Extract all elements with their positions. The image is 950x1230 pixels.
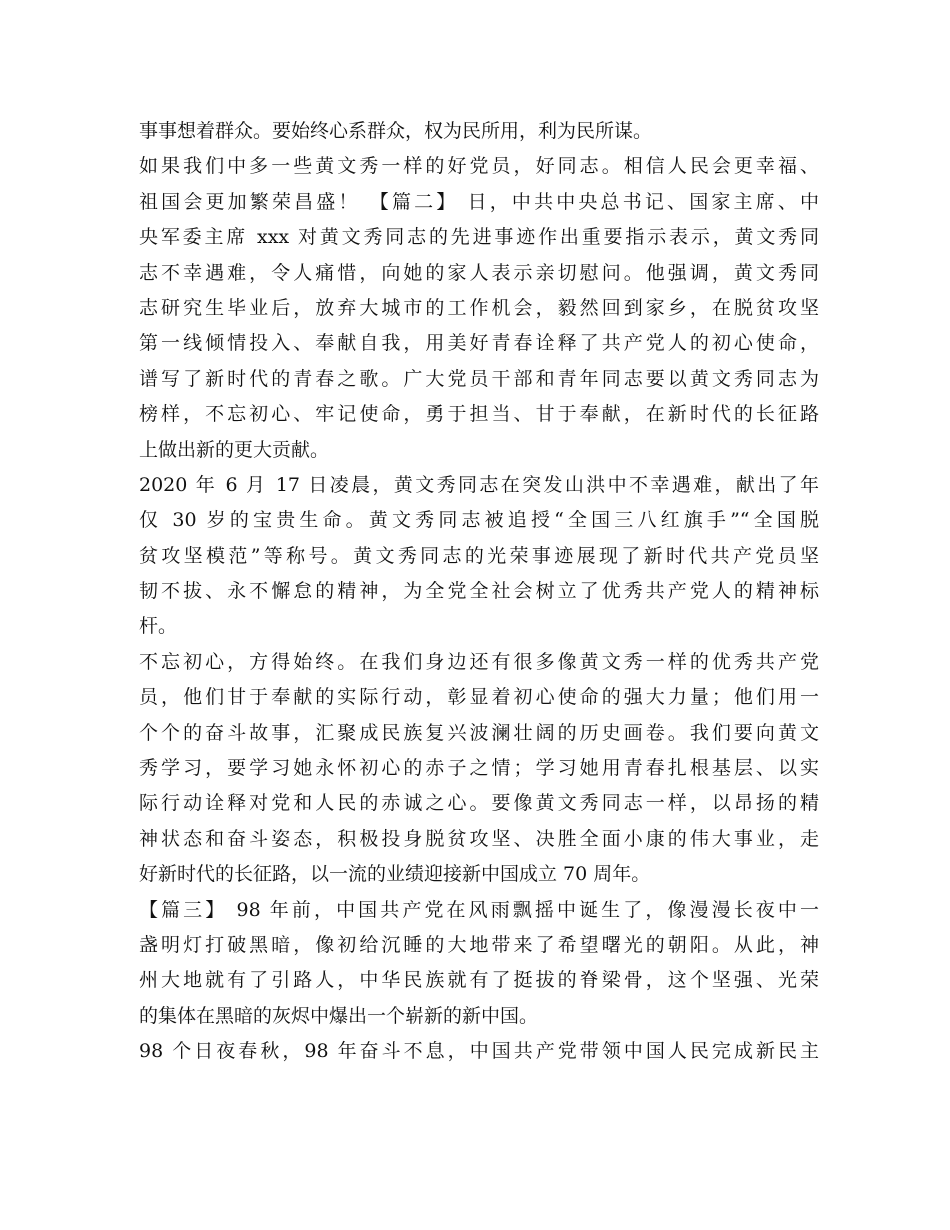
text-line: 志不幸遇难，令人痛惜，向她的家人表示亲切慰问。他强调，黄文秀同 — [139, 261, 819, 284]
text-line: 盏明灯打破黑暗，像初给沉睡的大地带来了希望曙光的朝阳。从此，神 — [139, 933, 819, 956]
text-line: 的集体在黑暗的灰烬中爆出一个崭新的新中国。 — [139, 1004, 539, 1027]
text-line: 【篇三】 98 年前，中国共产党在风雨飘摇中诞生了，像漫漫长夜中一 — [139, 898, 819, 921]
text-line: 杆。 — [139, 615, 178, 638]
text-line: 不忘初心，方得始终。在我们身边还有很多像黄文秀一样的优秀共产党 — [139, 650, 819, 673]
text-line: 榜样，不忘初心、牢记使命，勇于担当、甘于奉献，在新时代的长征路 — [139, 403, 819, 426]
text-line: 2020 年 6 月 17 日凌晨，黄文秀同志在突发山洪中不幸遇难，献出了年 — [139, 473, 819, 496]
text-line: 祖国会更加繁荣昌盛！ 【篇二】 日，中共中央总书记、国家主席、中 — [139, 190, 819, 213]
text-line: 神状态和奋斗姿态，积极投身脱贫攻坚、决胜全面小康的伟大事业，走 — [139, 827, 819, 850]
text-line: 谱写了新时代的青春之歌。广大党员干部和青年同志要以黄文秀同志为 — [139, 367, 819, 390]
text-line: 员，他们甘于奉献的实际行动，彰显着初心使命的强大力量；他们用一 — [139, 686, 819, 709]
text-line: 98 个日夜春秋，98 年奋斗不息，中国共产党带领中国人民完成新民主 — [139, 1040, 819, 1063]
text-line: 上做出新的更大贡献。 — [139, 438, 330, 461]
document-body — [139, 114, 819, 1070]
text-line: 第一线倾情投入、奉献自我，用美好青春诠释了共产党人的初心使命， — [139, 332, 819, 355]
text-line: 韧不拔、永不懈怠的精神，为全党全社会树立了优秀共产党人的精神标 — [139, 580, 819, 603]
text-line: 志研究生毕业后，放弃大城市的工作机会，毅然回到家乡，在脱贫攻坚 — [139, 296, 819, 319]
text-line: 个个的奋斗故事，汇聚成民族复兴波澜壮阔的历史画卷。我们要向黄文 — [139, 721, 819, 744]
text-line: 州大地就有了引路人，中华民族就有了挺拔的脊梁骨，这个坚强、光荣 — [139, 969, 819, 992]
text-line: 秀学习，要学习她永怀初心的赤子之情；学习她用青春扎根基层、以实 — [139, 757, 819, 780]
text-line: 事事想着群众。要始终心系群众，权为民所用，利为民所谋。 — [139, 120, 653, 142]
text-line: 好新时代的长征路，以一流的业绩迎接新中国成立 70 周年。 — [139, 863, 651, 886]
text-line: 际行动诠释对党和人民的赤诚之心。要像黄文秀同志一样，以昂扬的精 — [139, 792, 819, 815]
text-line: 如果我们中多一些黄文秀一样的好党员，好同志。相信人民会更幸福、 — [139, 155, 819, 178]
text-line: 央军委主席 xxx 对黄文秀同志的先进事迹作出重要指示表示，黄文秀同 — [139, 226, 819, 249]
text-line: 仅 30 岁的宝贵生命。黄文秀同志被追授“全国三八红旗手”“全国脱 — [139, 509, 819, 532]
text-line: 贫攻坚模范”等称号。黄文秀同志的光荣事迹展现了新时代共产党员坚 — [139, 544, 819, 567]
